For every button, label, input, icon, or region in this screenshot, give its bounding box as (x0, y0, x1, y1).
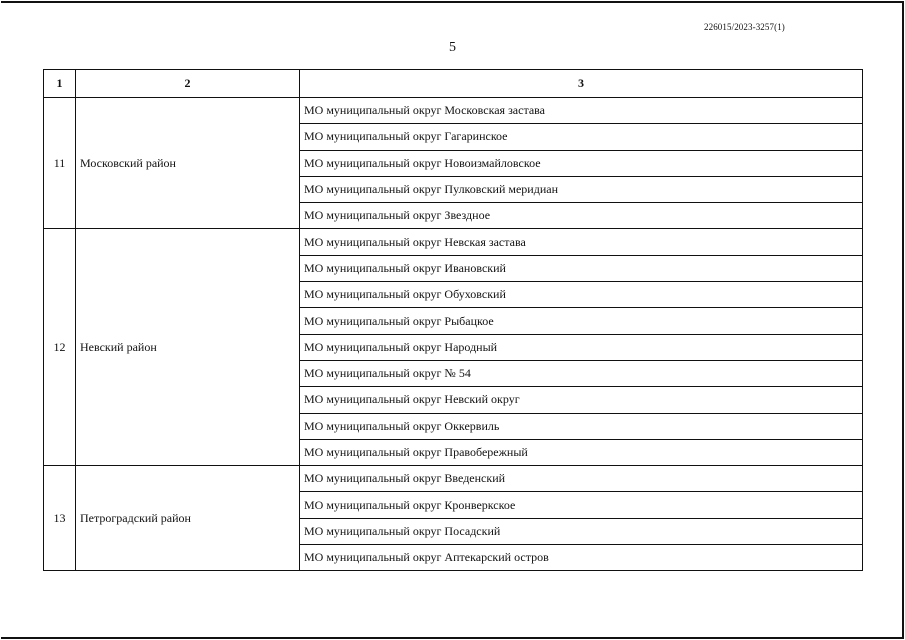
table-body (44, 98, 863, 571)
table-row (44, 229, 863, 255)
municipality-name: МО муниципальный округ № 54 (300, 360, 863, 386)
municipality-name: МО муниципальный округ Введенский (300, 466, 863, 492)
municipality-name: МО муниципальный округ Пулковский меридиан (300, 176, 863, 202)
municipalities-table (43, 69, 863, 571)
municipality-name: МО муниципальный округ Московская застава (300, 98, 863, 124)
municipality-name: МО муниципальный округ Правобережный (300, 439, 863, 465)
row-number: 13 (44, 466, 76, 571)
row-number: 12 (44, 229, 76, 466)
column-header: 2 (76, 70, 300, 98)
municipality-name: МО муниципальный округ Кронверкское (300, 492, 863, 518)
page-number: 5 (449, 40, 456, 55)
municipality-name: МО муниципальный округ Ивановский (300, 255, 863, 281)
district-name: Московский район (76, 98, 300, 229)
table-header-row (44, 70, 863, 98)
municipality-name: МО муниципальный округ Обуховский (300, 282, 863, 308)
municipality-name: МО муниципальный округ Посадский (300, 518, 863, 544)
column-header: 3 (300, 70, 863, 98)
municipality-name: МО муниципальный округ Невская застава (300, 229, 863, 255)
municipality-name: МО муниципальный округ Новоизмайловское (300, 150, 863, 176)
table-row (44, 466, 863, 492)
table-row (44, 98, 863, 124)
municipality-name: МО муниципальный округ Звездное (300, 203, 863, 229)
municipality-name: МО муниципальный округ Народный (300, 334, 863, 360)
district-name: Петроградский район (76, 466, 300, 571)
row-number: 11 (44, 98, 76, 229)
municipality-name: МО муниципальный округ Невский округ (300, 387, 863, 413)
column-header: 1 (44, 70, 76, 98)
municipality-name: МО муниципальный округ Оккервиль (300, 413, 863, 439)
municipality-name: МО муниципальный округ Аптекарский остров (300, 545, 863, 571)
municipality-name: МО муниципальный округ Рыбацкое (300, 308, 863, 334)
document-id: 226015/2023-3257(1) (704, 22, 785, 32)
municipality-name: МО муниципальный округ Гагаринское (300, 124, 863, 150)
district-name: Невский район (76, 229, 300, 466)
